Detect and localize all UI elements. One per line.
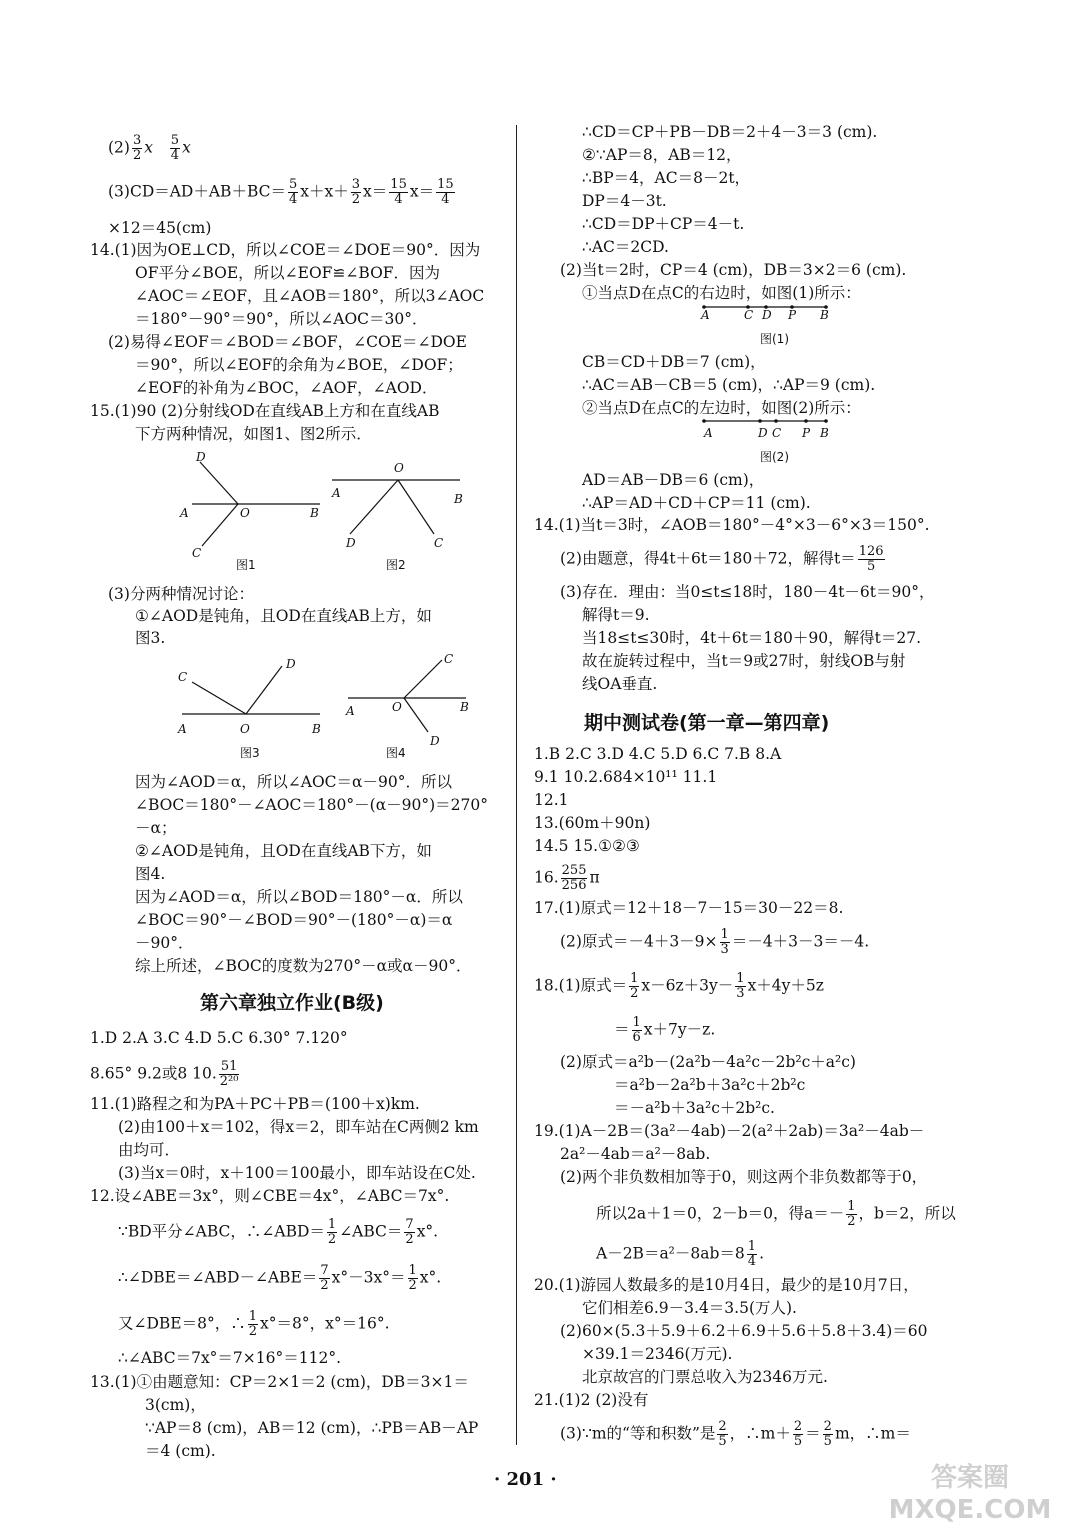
figure-label: O bbox=[240, 506, 250, 520]
text-line: 9.1 10.2.684×10¹¹ 11.1 bbox=[534, 768, 718, 786]
figure-caption: 图(1) bbox=[760, 332, 789, 346]
figure-label: B bbox=[454, 492, 463, 506]
text-line: 1.D 2.A 3.C 4.D 5.C 6.30° 7.120° bbox=[90, 1029, 348, 1047]
text-line: 解得t＝9. bbox=[582, 606, 650, 624]
figure-label: A bbox=[180, 506, 189, 520]
text-line: ①∠AOD是钝角，且OD在直线AB上方，如 bbox=[135, 607, 432, 625]
figure-label: O bbox=[240, 722, 250, 736]
figure-label: A bbox=[704, 426, 713, 440]
text-line: 15.(1)90 (2)分射线OD在直线AB上方和在直线AB bbox=[90, 402, 440, 420]
text-line: (2)由100＋x＝102，得x＝2，即车站在C两侧2 km bbox=[118, 1118, 479, 1136]
figure-label: O bbox=[394, 461, 404, 475]
text-line: ∠BOC＝90°－∠BOD＝90°－(180°－α)＝α bbox=[135, 911, 453, 929]
watermark-logo: 答案圈 MXQE.COM bbox=[888, 1463, 1052, 1525]
text-line: 2a²－4ab＝a²－8ab. bbox=[560, 1145, 711, 1163]
text-line: 故在旋转过程中，当t＝9或27时，射线OB与射 bbox=[582, 652, 906, 670]
text-line: ②∠AOD是钝角，且OD在直线AB下方，如 bbox=[135, 842, 432, 860]
text-line: (3)分两种情况讨论： bbox=[108, 585, 254, 603]
text-line: 图4. bbox=[135, 865, 166, 883]
text-line: 14.(1)因为OE⊥CD，所以∠COE＝∠DOE＝90°．因为 bbox=[90, 241, 481, 259]
text-line: (3)存在．理由：当0≤t≤18时，180－4t－6t＝90°， bbox=[560, 583, 935, 601]
text-line: 14.(1)当t＝3时，∠AOB＝180°－4°×3－6°×3＝150°. bbox=[534, 516, 930, 534]
figure-label: A bbox=[701, 308, 710, 322]
text-line: 线OA垂直. bbox=[582, 675, 658, 693]
text-line: ＝4 (cm). bbox=[145, 1442, 216, 1460]
text-line: OF平分∠BOE，所以∠EOF≌∠BOF．因为 bbox=[135, 264, 441, 282]
text-line: ∠AOC＝∠EOF，且∠AOB＝180°，所以3∠AOC bbox=[135, 287, 485, 305]
figure-label: C bbox=[192, 546, 202, 560]
figure-caption: 图4 bbox=[386, 746, 406, 760]
text-line: (2)原式＝a²b－(2a²b－4a²c－2b²c＋a²c) bbox=[560, 1053, 856, 1071]
figure-label: D bbox=[346, 536, 356, 550]
answer-13-3: (3)CD＝AD＋AB＋BC＝ $\frac{5}{4}$ x＋x＋ $\frac{3}{2}$ x＝ $\frac{15}{4}$ x＝ $\frac{15}{4}$ bbox=[108, 177, 454, 207]
text-line: ∴AC＝AB－CB＝5 (cm)，∴AP＝9 (cm). bbox=[582, 376, 876, 394]
text-line: 13.(60m＋90n) bbox=[534, 814, 651, 832]
text-line: (2)易得∠EOF＝∠BOD＝∠BOF，∠COE＝∠DOE bbox=[108, 333, 467, 351]
text-line: (3)当x＝0时，x＋100＝100最小，即车站设在C处. bbox=[118, 1164, 476, 1182]
figure-label: B bbox=[312, 722, 321, 736]
text-line: CB＝CD＋DB＝7 (cm)， bbox=[582, 353, 766, 371]
text-line: ＝ $\frac{1}{6}$ x＋7y－z. bbox=[614, 1015, 716, 1045]
section-heading-midterm: 期中测试卷(第一章—第四章) bbox=[584, 712, 830, 734]
figure-label: P bbox=[802, 426, 811, 440]
text-line: A－2B＝a²－8ab＝8 $\frac{1}{4}$ . bbox=[596, 1239, 765, 1269]
text-line: 3(cm)， bbox=[145, 1396, 206, 1414]
text-line: 16. $\frac{255}{256}$ π bbox=[534, 863, 600, 893]
text-line: ∴CD＝DP＋CP＝4－t. bbox=[582, 215, 745, 233]
column-divider bbox=[516, 125, 517, 1445]
text-line: 又∠DBE＝8°，∴ $\frac{1}{2}$ x°＝8°，x°＝16°. bbox=[118, 1309, 390, 1339]
figure-label: B bbox=[820, 308, 829, 322]
text-line: ∴∠DBE＝∠ABD－∠ABE＝ $\frac{7}{2}$ x°－3x°＝ $\frac{1}{2}$ x°. bbox=[118, 1263, 442, 1293]
text-line: 14.5 15.①②③ bbox=[534, 837, 640, 855]
text-line: 8.65° 9.2或8 10. $\frac{51}{\text{2²⁰}}$ bbox=[90, 1059, 239, 1089]
text-line: 12.1 bbox=[534, 791, 569, 809]
text-line: －α； bbox=[135, 819, 177, 837]
text-line: 所以2a＋1＝0，2－b＝0，得a＝－ $\frac{1}{2}$ ，b＝2，所以 bbox=[596, 1199, 956, 1229]
text-line: ∠BOC＝180°－∠AOC＝180°－(α－90°)＝270° bbox=[135, 796, 489, 814]
figure-caption: 图(2) bbox=[760, 450, 789, 464]
figure-label: C bbox=[444, 652, 454, 666]
text-line: 图3. bbox=[135, 629, 166, 647]
figure-label: D bbox=[286, 657, 296, 671]
page-number: · 201 · bbox=[494, 1469, 557, 1490]
figure-caption: 图2 bbox=[386, 558, 406, 572]
text-line: 北京故宫的门票总收入为2346万元. bbox=[582, 1368, 828, 1386]
text-line: ＝－a²b＋3a²c＋2b²c. bbox=[614, 1099, 775, 1117]
text-line: 11.(1)路程之和为PA＋PC＋PB＝(100＋x)km. bbox=[90, 1095, 420, 1113]
text-line: 12.设∠ABE＝3x°，则∠CBE＝4x°，∠ABC＝7x°. bbox=[90, 1187, 450, 1205]
text-line: (2)两个非负数相加等于0，则这两个非负数都等于0， bbox=[560, 1168, 928, 1186]
text-line: ×39.1＝2346(万元). bbox=[582, 1345, 733, 1363]
figure-label: D bbox=[196, 450, 206, 464]
text-line: －90°． bbox=[135, 934, 194, 952]
text-line: ∵AP＝8 (cm)，AB＝12 (cm)，∴PB＝AB－AP bbox=[145, 1419, 479, 1437]
figure-1-2 bbox=[170, 448, 480, 578]
text-line: ②∵AP＝8，AB＝12， bbox=[582, 146, 742, 164]
text-line: 19.(1)A－2B＝(3a²－4ab)－2(a²＋2ab)＝3a²－4ab－ bbox=[534, 1122, 925, 1140]
figure-label: C bbox=[178, 670, 188, 684]
text-line: 因为∠AOD＝α，所以∠BOD＝180°－α．所以 bbox=[135, 888, 463, 906]
figure-label: B bbox=[820, 426, 829, 440]
text-line: ×12＝45(cm) bbox=[108, 219, 212, 237]
text-line: ②当点D在点C的左边时，如图(2)所示： bbox=[582, 399, 861, 417]
text-line: ①当点D在点C的右边时，如图(1)所示： bbox=[582, 284, 861, 302]
text-line: ∴CD＝CP＋PB－DB＝2＋4－3＝3 (cm). bbox=[582, 123, 878, 141]
figure-caption: 图1 bbox=[236, 558, 256, 572]
answer-13-2: (2) $\frac{3}{2}$ x $\frac{5}{4}$ x bbox=[108, 133, 191, 163]
figure-label: B bbox=[310, 506, 319, 520]
text-line: ∵BD平分∠ABC，∴∠ABD＝ $\frac{1}{2}$ ∠ABC＝ $\frac{7}{2}$ x°. bbox=[118, 1217, 439, 1247]
figure-label: A bbox=[346, 704, 355, 718]
text-line: (2)当t＝2时，CP＝4 (cm)，DB＝3×2＝6 (cm). bbox=[560, 261, 907, 279]
figure-label: D bbox=[758, 426, 768, 440]
figure-label: C bbox=[434, 536, 444, 550]
text-line: 1.B 2.C 3.D 4.C 5.D 6.C 7.B 8.A bbox=[534, 745, 782, 763]
text-line: 当18≤t≤30时，4t＋6t＝180＋90，解得t＝27. bbox=[582, 629, 922, 647]
figure-label: O bbox=[392, 700, 402, 714]
text-line: 因为∠AOD＝α，所以∠AOC＝α－90°．所以 bbox=[135, 773, 452, 791]
text-line: 21.(1)2 (2)没有 bbox=[534, 1391, 649, 1409]
text-line: 13.(1)①由题意知：CP＝2×1＝2 (cm)，DB＝3×1＝ bbox=[90, 1373, 469, 1391]
figure-label: A bbox=[178, 722, 187, 736]
text-line: ∴AC＝2CD. bbox=[582, 238, 669, 256]
figure-label: C bbox=[744, 308, 754, 322]
text-line: 下方两种情况，如图1、图2所示． bbox=[135, 425, 372, 443]
text-line: 17.(1)原式＝12＋18－7－15＝30－22＝8. bbox=[534, 899, 844, 917]
figure-label: A bbox=[332, 486, 341, 500]
text-line: ∠EOF的补角为∠BOC，∠AOF，∠AOD． bbox=[135, 379, 438, 397]
text-line: 它们相差6.9－3.4＝3.5(万人). bbox=[582, 1299, 797, 1317]
text-line: 综上所述，∠BOC的度数为270°－α或α－90°． bbox=[135, 957, 472, 975]
figure-label: P bbox=[788, 308, 797, 322]
figure-label: D bbox=[762, 308, 772, 322]
text-line: ＝90°，所以∠EOF的余角为∠BOE，∠DOF； bbox=[135, 356, 463, 374]
section-heading-ch6: 第六章独立作业(B级) bbox=[200, 992, 384, 1014]
text-line: ＝a²b－2a²b＋3a²c＋2b²c bbox=[614, 1076, 806, 1094]
figure-label: C bbox=[772, 426, 782, 440]
text-line: (2)60×(5.3＋5.9＋6.2＋6.9＋5.6＋5.8＋3.4)＝60 bbox=[560, 1322, 928, 1340]
text-line: ＝180°－90°＝90°，所以∠AOC＝30°． bbox=[135, 310, 428, 328]
figure-label: B bbox=[460, 700, 469, 714]
text-line: (3)∵m的“等和积数”是 $\frac{2}{5}$ ，∴m＋ $\frac{2}{5}$ ＝ $\frac{2}{5}$ m，∴m＝ bbox=[560, 1419, 911, 1449]
figure-label: D bbox=[430, 734, 440, 748]
text-line: ∴∠ABC＝7x°＝7×16°＝112°. bbox=[118, 1349, 342, 1367]
text-line: 20.(1)游园人数最多的是10月4日，最少的是10月7日， bbox=[534, 1276, 919, 1294]
figure-caption: 图3 bbox=[240, 746, 260, 760]
text-line: (2)原式＝－4＋3－9× $\frac{1}{3}$ ＝－4＋3－3＝－4. bbox=[560, 927, 870, 957]
text-line: (2)由题意，得4t＋6t＝180＋72，解得t＝ $\frac{126}{5}$ bbox=[560, 544, 884, 574]
text-line: 由均可． bbox=[118, 1141, 181, 1159]
text-line: ∴BP＝4，AC＝8－2t， bbox=[582, 169, 751, 187]
text-line: AD＝AB－DB＝6 (cm)， bbox=[582, 471, 765, 489]
text-line: 18.(1)原式＝ $\frac{1}{2}$ x－6z＋3y－ $\frac{1}{3}$ x＋4y＋5z bbox=[534, 971, 824, 1001]
text-line: ∴AP＝AD＋CD＋CP＝11 (cm). bbox=[582, 494, 811, 512]
text-line: DP＝4－3t. bbox=[582, 192, 667, 210]
